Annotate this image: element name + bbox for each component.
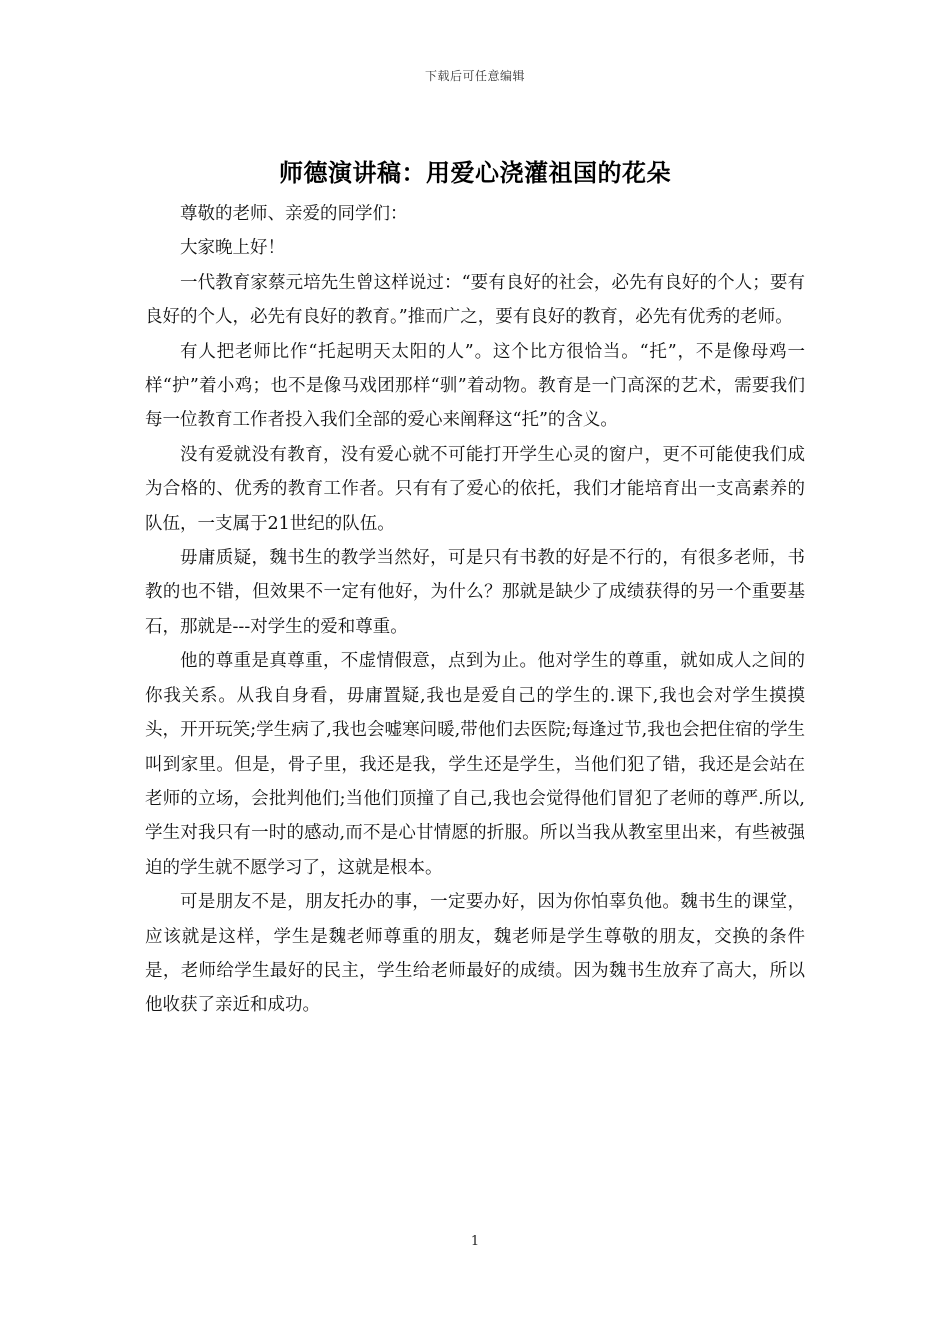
salutation: 尊敬的老师、亲爱的同学们： — [180, 204, 408, 224]
page-number: 1 — [470, 1234, 480, 1249]
document-title: 师德演讲稿：用爱心浇灌祖国的花朵 — [279, 158, 671, 187]
greeting: 大家晚上好！ — [180, 238, 285, 259]
page-header: 下载后可任意编辑 — [424, 69, 525, 83]
body-paragraph: 一代教育家蔡元培先生曾这样说过：“要有良好的社会，必先有良好的个人；要有良好的个人，必先有良好的教育。”推而广之，要有良好的教育，必先有优秀的老师。 — [145, 272, 805, 328]
body-paragraph: 没有爱就没有教育，没有爱心就不可能打开学生心灵的窗户，更不可能使我们成为合格的、优秀的教育工作者。只有有了爱心的依托，我们才能培育出一支高素养的队伍，一支属于21世纪的队伍。 — [145, 444, 805, 534]
body-paragraph: 毋庸质疑，魏书生的教学当然好，可是只有书教的好是不行的，有很多老师，书教的也不错，但效果不一定有他好，为什么？那就是缺少了成绩获得的另一个重要基石，那就是---对学生的爱和尊重。 — [145, 548, 805, 637]
document-body — [145, 197, 805, 1023]
body-paragraph: 有人把老师比作“托起明天太阳的人”。这个比方很恰当。“托”，不是像母鸡一样“护”着小鸡；也不是像马戏团那样“驯”着动物。教育是一门高深的艺术，需要我们每一位教育工作者投入我们全部的爱心来阐释这“托”的含义。 — [145, 341, 805, 431]
body-paragraph: 可是朋友不是，朋友托办的事，一定要办好，因为你怕辜负他。魏书生的课堂，应该就是这样，学生是魏老师尊重的朋友，魏老师是学生尊敬的朋友，交换的条件是，老师给学生最好的民主，学生给老师最好的成绩。因为魏书生放弃了高大，所以他收获了亲近和成功。 — [145, 892, 805, 1016]
body-paragraph: 他的尊重是真尊重，不虚情假意，点到为止。他对学生的尊重，就如成人之间的你我关系。从我自身看，毋庸置疑,我也是爱自己的学生的.课下,我也会对学生摸摸头，开开玩笑;学生病了,我也会嘘寒问暖,带他们去医院;每逢过节,我也会把住宿的学生叫到家里。但是，骨子里，我还是我，学生还是学生，当他们犯了错，我还是会站在老师的立场，会批判他们;当他们顶撞了自己,我也会觉得他们冒犯了老师的尊严.所以,学生对我只有一时的感动,而不是心甘情愿的折服。所以当我从教室里出来，有些被强迫的学生就不愿学习了，这就是根本。 — [145, 651, 805, 878]
